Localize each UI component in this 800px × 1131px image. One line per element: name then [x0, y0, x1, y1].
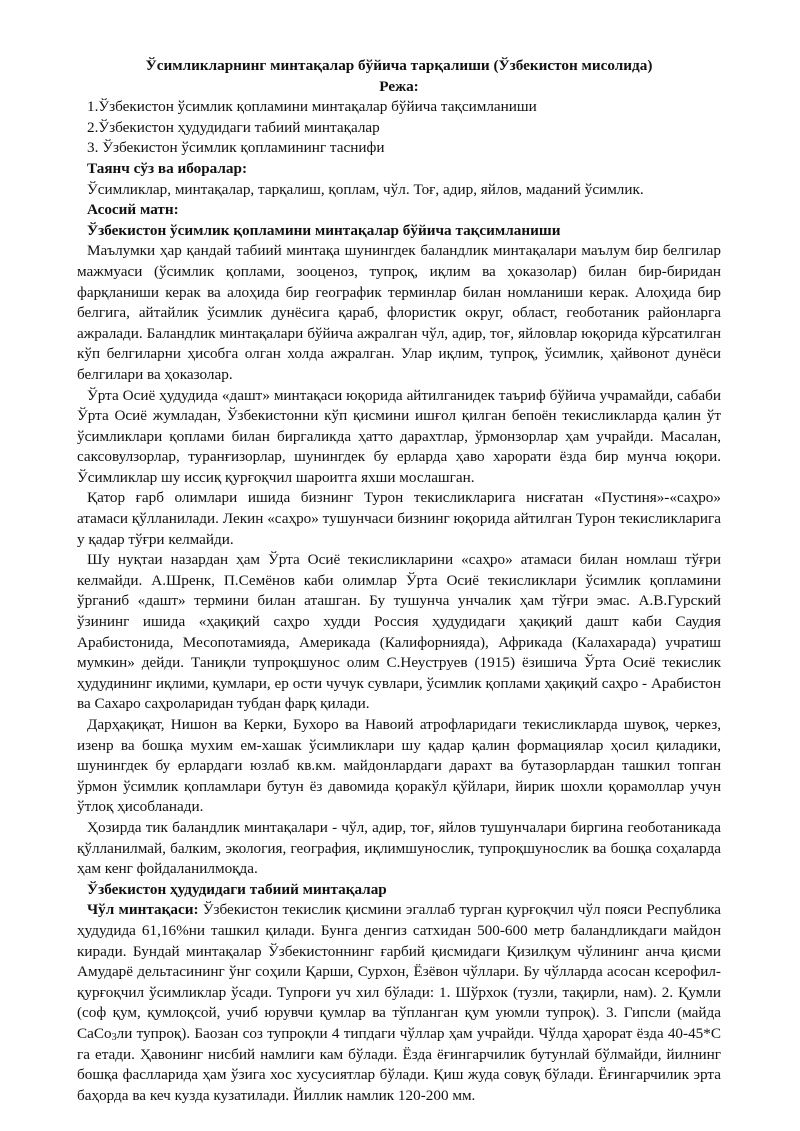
- plan-item-3: 3. Ўзбекистон ўсимлик қопламининг таснифи: [87, 139, 385, 157]
- main-text-heading: Асосий матн:: [87, 201, 179, 219]
- paragraph: Ўрта Осиё ҳудудида «дашт» минтақаси юқорида айтилганидек таъриф бўйича учрамайди, сабаби Ўрта Осиё жумладан, Ўзбекистонни кўп қисмини ишғол қилган бепоён текисликларда қалин ўт ўсимликлари қоплами билан биргаликда ҳатто дарахтлар, ўрмонзорлар ҳам учрайди. Масалан, саксовулзорлар, туранғизорлар, шунингдек бу ерларда ҳаво харорати ёзда бир мунча юқори. Ўсимликлар шу иссиқ қурғоқчил шароитга яхши мослашган.: [77, 386, 721, 486]
- document-page: [77, 56, 721, 1106]
- paragraph: Қатор ғарб олимлари ишида бизнинг Турон текисликларига нисғатан «Пустиня»-«саҳро» атамаси қўлланилади. Лекин «саҳро» тушунчаси бизнинг юқорида айтилган Турон текисликларига у қадар тўғри келмайди.: [77, 489, 721, 548]
- plan-heading: Режа:: [379, 77, 419, 95]
- section-heading-natural-zones: Ўзбекистон ҳудудидаги табиий минтақалар: [87, 880, 387, 898]
- paragraph-desert-zone: [77, 900, 721, 1106]
- document-title: Ўсимликларнинг минтақалар бўйича тарқалиши (Ўзбекистон мисолида): [145, 57, 653, 74]
- paragraph: Дарҳақиқат, Нишон ва Керки, Бухоро ва Навоий атрофларидаги текисликларда шувоқ, черкез, изенр ва бошқа мухим ем-хашак ўсимликлари шу қадар қалин формациялар ҳосил қиладики, шунингдек бу ерлардаги юзлаб кв.км. майдонлардаги дарахт ва бутазорлардан ташкил топган ўрмон ўсимлик қопламлари бутун ёз давомида қоракўл қўйлари, йирик шохли қорамоллар учун ўтлоқ ҳисобланади.: [77, 716, 721, 816]
- plan-item-1: 1.Ўзбекистон ўсимлик қопламини минтақалар бўйича тақсимланиши: [87, 98, 537, 116]
- desert-zone-text-continued: ли тупроқ). Баозан соз тупроқли 4 типдаги чўллар ҳам учрайди. Чўлда ҳарорат ёзда 40-45*С га етади. Ҳавонинг нисбий намлиги кам бўлади. Ёзда ёғингарчилик бутунлай бўлмайди, йилнинг бошқа фаслларида ҳам ўзига хос хусусиятлар бўлади. Қиш жуда совуқ бўлади. Ёғингарчилик эрта баҳорда ва кеч кузда кузатилади. Йиллик намлик 120-200 мм.: [77, 1024, 721, 1104]
- paragraph: Маълумки ҳар қандай табиий минтақа шунингдек баландлик минтақалари маълум бир белгилар мажмуаси (ўсимлик қоплами, зооценоз, тупроқ, иқлим ва ҳоказолар) билан бир-биридан фарқланиши керак ва алоҳида бир географик терминлар билан номланиши керак. Алоҳида бир белгига, айтайлик ўсимлик дунёсига қараб, флористик округ, област, геоботаник районларга ажралади. Баландлик минтақалари бўйича ажралган чўл, адир, тоғ, яйловлар юқорида кўрсатилган кўп белгиларни ҳисобга олган холда ажралган. Улар иқлим, тупроқ, ўсимлик, ҳайвонот дунёси белгилари ва ҳоказолар.: [77, 242, 721, 383]
- keywords-text: Ўсимликлар, минтақалар, тарқалиш, қоплам, чўл. Тоғ, адир, яйлов, маданий ўсимлик.: [87, 180, 644, 198]
- keywords-heading: Таянч сўз ва иборалар:: [87, 159, 248, 177]
- desert-zone-label: Чўл минтақаси:: [87, 901, 199, 919]
- desert-zone-text: Ўзбекистон текислик қисмини эгаллаб турган қурғоқчил чўл пояси Республика ҳудудида 61,16%ни ташкил қилади. Бунга денгиз сатхидан 500-600 метр баландликдаги майдон киради. Бундай минтақалар Ўзбекистоннинг ғарбий қисмидаги Қизилқум чўлининг анча қисми Амударё дельтасининг ўнг соҳили Қарши, Сурхон, Ёзёвон чўллари. Бу чўлларда асосан ксерофил-қурғоқчил ўсимликлар ўсади. Тупроғи уч хил бўлади: 1. Шўрхок (тузли, тақирли, нам). 2. Қумли (соф қум, қумлоқсой, учиб юрувчи қумлар ва тўпланган қум уюмли тупроқ). 3. Гипсли (майда СаСо: [77, 901, 721, 1042]
- paragraph: Ҳозирда тик баландлик минтақалари - чўл, адир, тоғ, яйлов тушунчалари биргина геоботаникада қўлланилмай, балким, экология, география, иқлимшунослик, тупроқшунослик ва бошқа соҳаларда ҳам кенг фойдаланилмоқда.: [77, 818, 721, 878]
- chemical-subscript: 3: [111, 1031, 117, 1043]
- section-heading-distribution: Ўзбекистон ўсимлик қопламини минтақалар бўйича тақсимланиши: [87, 221, 561, 239]
- paragraph: Шу нуқтаи назардан ҳам Ўрта Осиё текисликларини «саҳро» атамаси билан номлаш тўғри келмайди. А.Шренк, П.Семёнов каби олимлар Ўрта Осиё текисликлари ўсимлик қопламини ўрганиб «дашт» термини билан аташган. Бу тушунча унчалик ҳам тўғри эмас. А.В.Гурский ўзининг ишида «ҳақиқий саҳро худди Россия ҳудудидаги ҳақиқий дашт каби Саудия Арабистонида, Месопотамияда, Америкада (Калифорнияда), Африкада (Калахарада) учратиш мумкин» дейди. Таниқли тупроқшунос олим С.Неуструев (1915) ёзишича Ўрта Осиё текислик ҳудудининг иқлими, қумлари, ер ости чучук сувлари, ўсимлик қоплами ҳақиқий саҳро - Арабистон ва Сахаро саҳроларидан тубдан фарқ қилади.: [77, 551, 721, 713]
- plan-item-2: 2.Ўзбекистон ҳудудидаги табиий минтақалар: [87, 118, 380, 136]
